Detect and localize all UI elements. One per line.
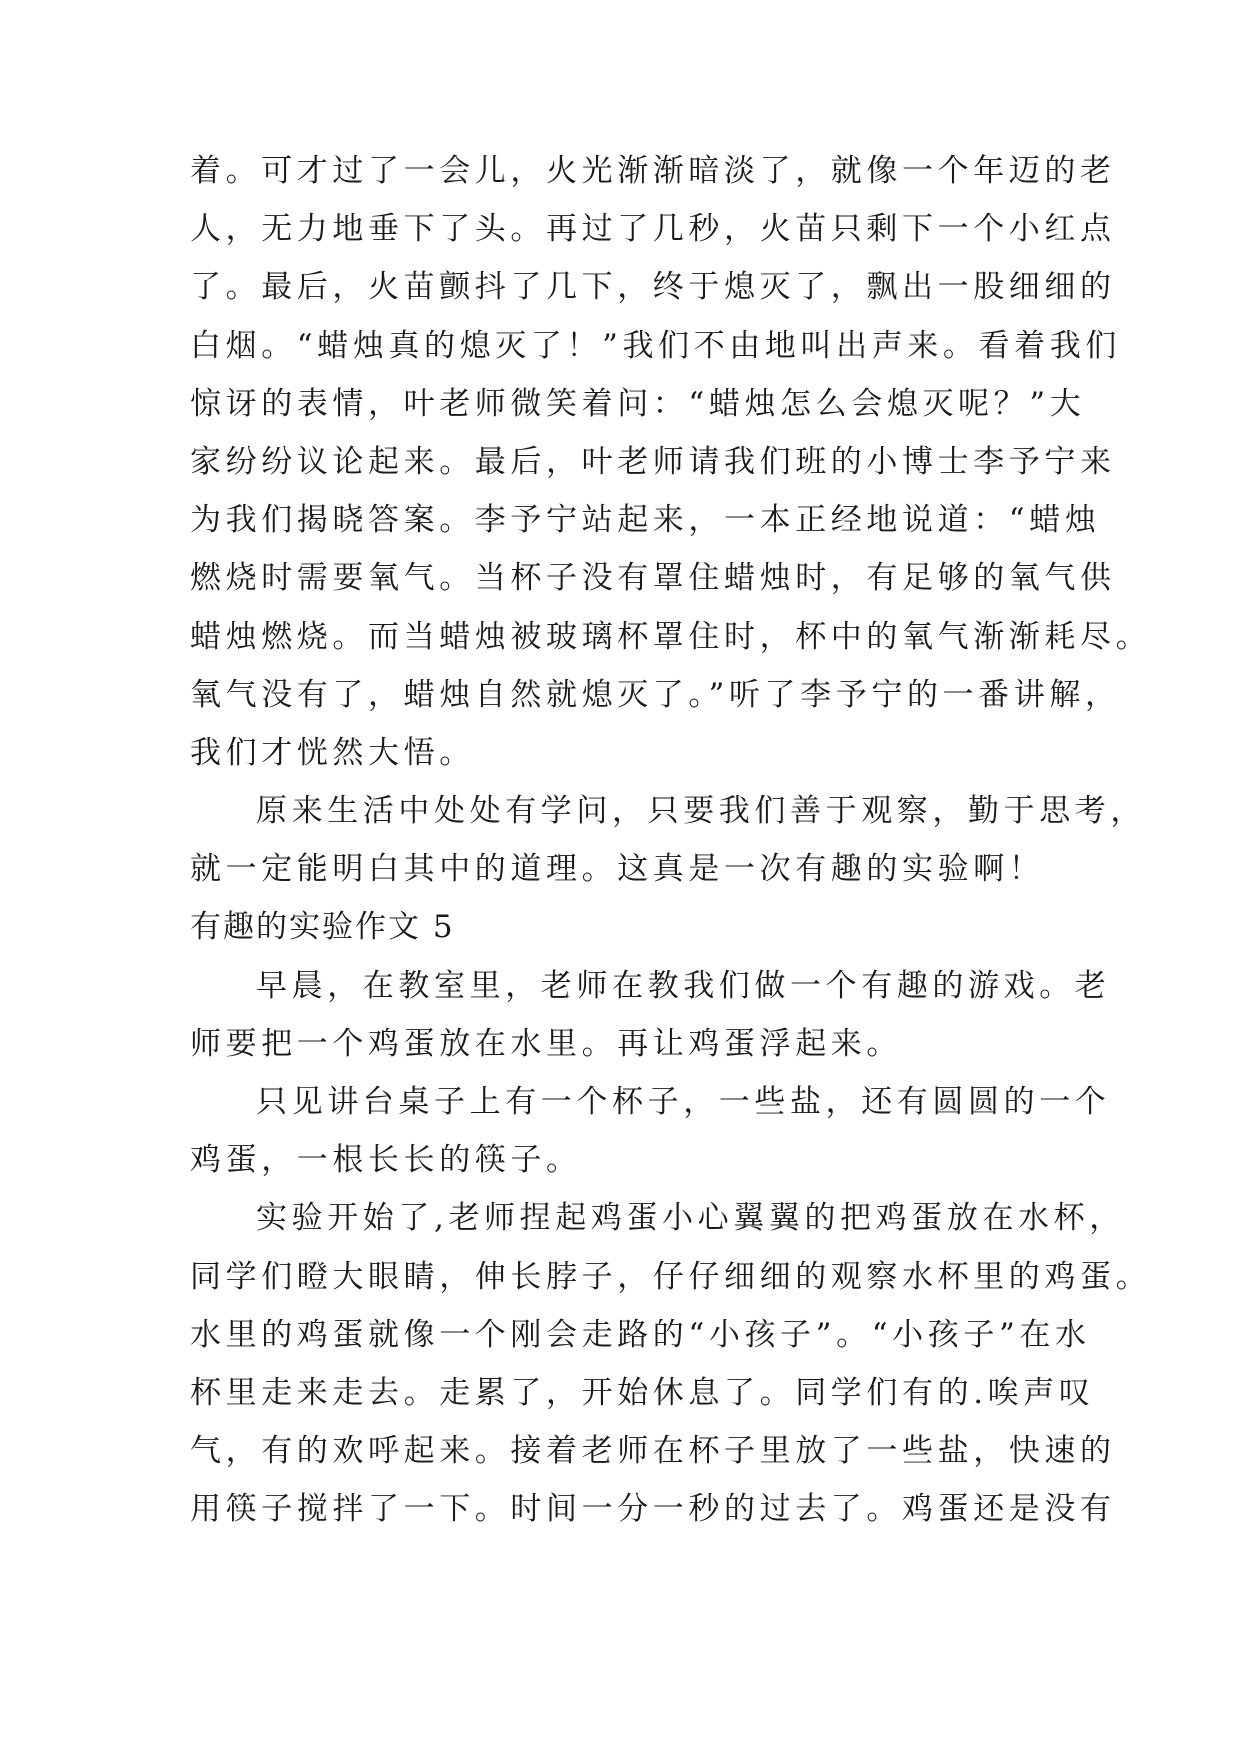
- section-heading: 有趣的实验作文 5: [190, 909, 455, 946]
- paragraph-first-line: 实验开始了,老师捏起鸡蛋小心翼翼的把鸡蛋放在水杯，: [256, 1200, 1125, 1237]
- essay-text: [190, 142, 1152, 1539]
- text-line: 师要把一个鸡蛋放在水里。再让鸡蛋浮起来。: [190, 1025, 902, 1062]
- text-line: 就一定能明白其中的道理。这真是一次有趣的实验啊！: [190, 851, 1045, 888]
- paragraph-first-line: 只见讲台桌子上有一个杯子，一些盐，还有圆圆的一个: [256, 1084, 1111, 1120]
- text-line: 气，有的欢呼起来。接着老师在杯子里放了一些盐，快速的: [190, 1433, 1116, 1470]
- text-line: 为我们揭晓答案。李予宁站起来，一本正经地说道：“蜡烛: [190, 502, 1101, 539]
- text-line: 了。最后，火苗颤抖了几下，终于熄灭了，飘出一股细细的: [190, 269, 1116, 306]
- text-line: 氧气没有了，蜡烛自然就熄灭了。”听了李予宁的一番讲解，: [190, 676, 1121, 713]
- text-line: 水里的鸡蛋就像一个刚会走路的“小孩子”。“小孩子”在水: [190, 1316, 1091, 1353]
- text-line: 白烟。“蜡烛真的熄灭了！”我们不由地叫出声来。看着我们: [190, 327, 1121, 364]
- paragraph-first-line: 原来生活中处处有学问，只要我们善于观察，勤于思考，: [256, 793, 1146, 830]
- text-line: 家纷纷议论起来。最后，叶老师请我们班的小博士李予宁来: [190, 443, 1116, 480]
- text-line: 人，无力地垂下了头。再过了几秒，火苗只剩下一个小红点: [190, 211, 1116, 248]
- text-line: 燃烧时需要氧气。当杯子没有罩住蜡烛时，有足够的氧气供: [190, 560, 1116, 597]
- text-line: 鸡蛋，一根长长的筷子。: [190, 1142, 582, 1179]
- text-line: 我们才恍然大悟。: [190, 734, 475, 771]
- paragraph-first-line: 早晨，在教室里，老师在教我们做一个有趣的游戏。老: [256, 967, 1111, 1004]
- text-line: 杯里走来走去。走累了，开始休息了。同学们有的.唉声叹: [190, 1374, 1095, 1411]
- text-line: 蜡烛燃烧。而当蜡烛被玻璃杯罩住时，杯中的氧气渐渐耗尽。: [190, 618, 1152, 655]
- text-line: 着。可才过了一会儿，火光渐渐暗淡了，就像一个年迈的老: [190, 153, 1116, 189]
- text-line: 惊讶的表情，叶老师微笑着问：“蜡烛怎么会熄灭呢？”大: [190, 385, 1086, 422]
- text-line: 同学们瞪大眼睛，伸长脖子，仔仔细细的观察水杯里的鸡蛋。: [190, 1258, 1152, 1295]
- text-line: 用筷子搅拌了一下。时间一分一秒的过去了。鸡蛋还是没有: [190, 1491, 1116, 1528]
